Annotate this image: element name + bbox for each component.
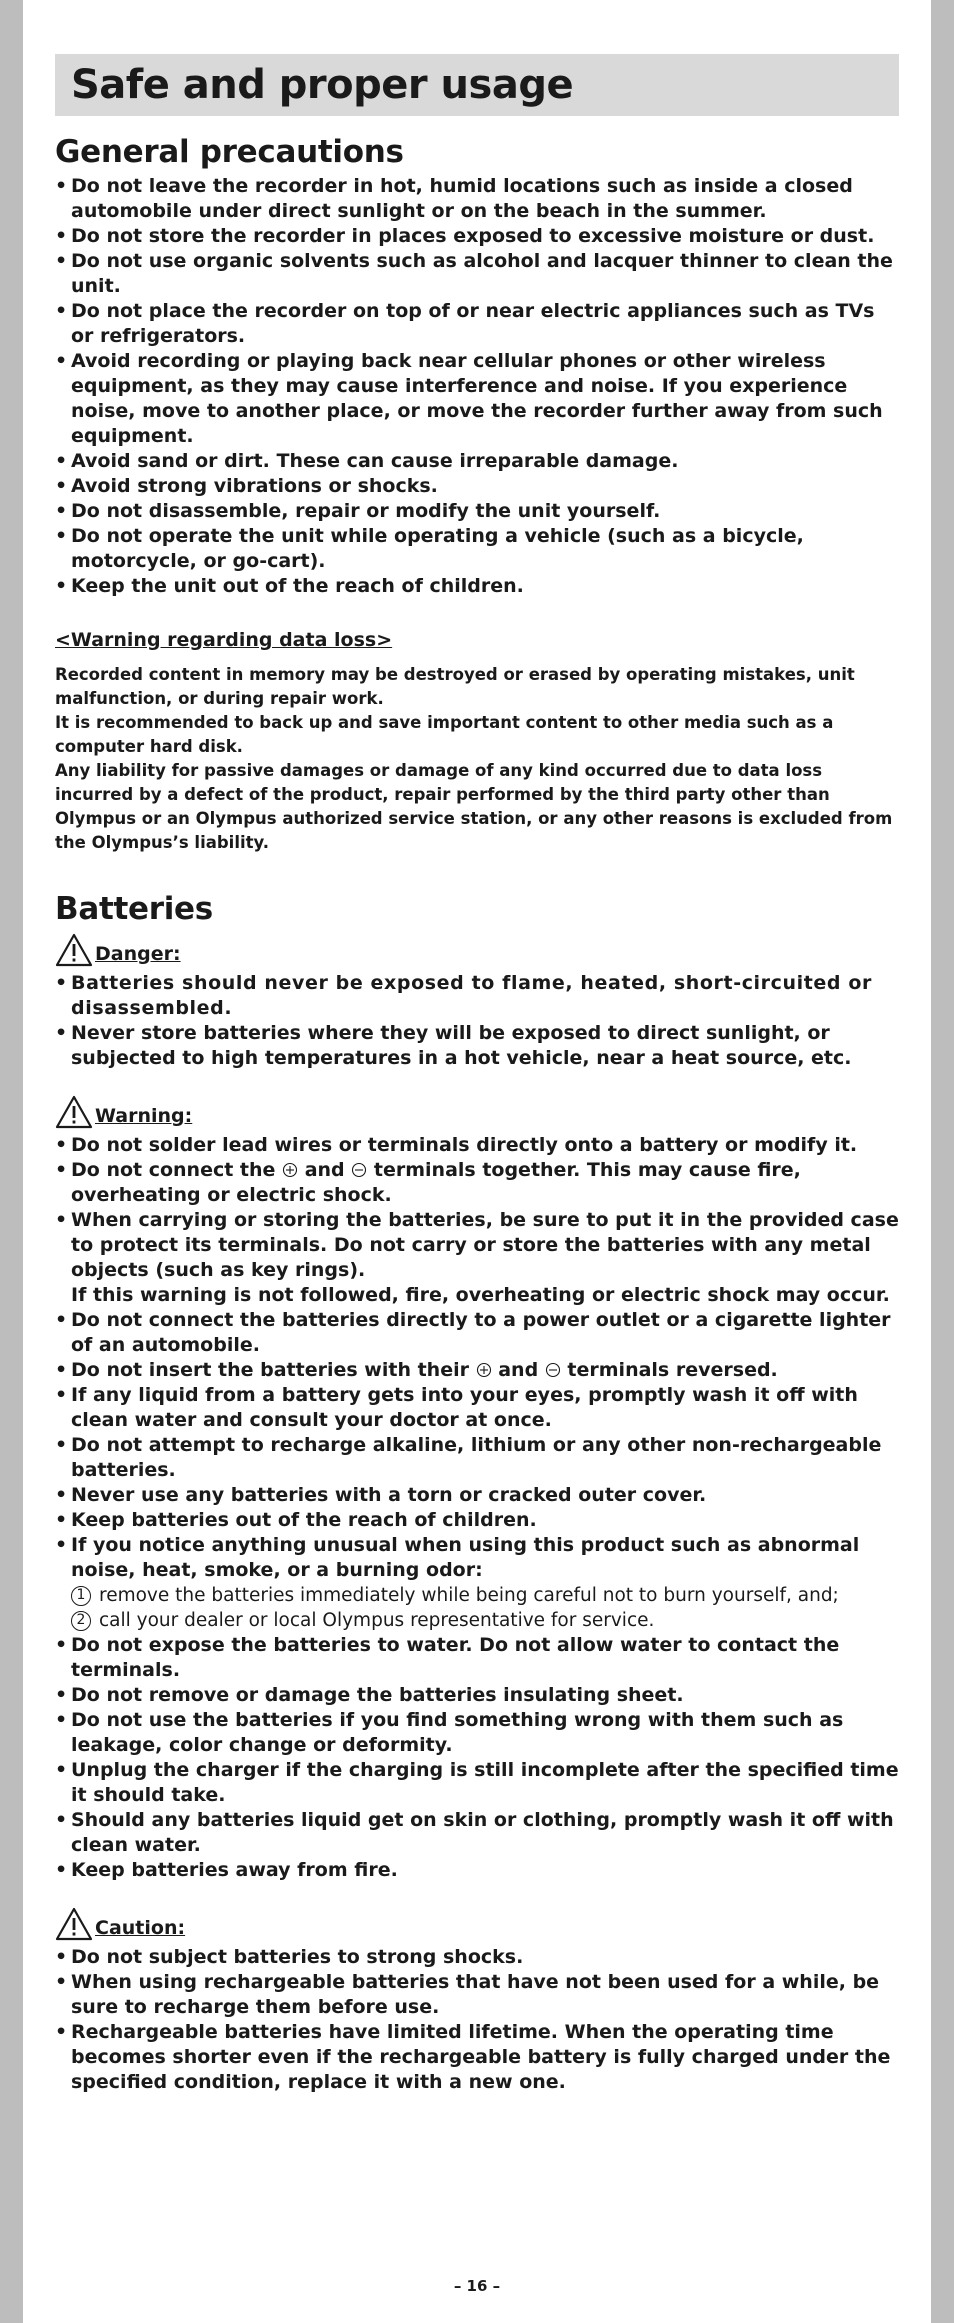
step-number-badge: 2 [71,1611,91,1631]
list-item: • Never use any batteries with a torn or cracked outer cover. [55,1483,899,1508]
list-item: • Should any batteries liquid get on skin or clothing, promptly wash it off with clean water. [55,1808,899,1858]
list-item: • Keep the unit out of the reach of children. [55,574,899,599]
data-loss-section [55,663,899,855]
list-item: • Do not remove or damage the batteries insulating sheet. [55,1683,899,1708]
item-text: Do not insert the batteries with their [71,1359,469,1381]
item-text: and [304,1159,345,1181]
item-continuation: If this warning is not followed, fire, overheating or electric shock may occur. [71,1284,890,1306]
page-number: – 16 – [453,2277,501,2295]
list-item: • Do not use organic solvents such as alcohol and lacquer thinner to clean the unit. [55,249,899,299]
data-loss-paragraph: Any liability for passive damages or damage of any kind occurred due to data loss incurred by a defect of the product, repair performed by the third party other than Olympus or an Olympus authorized service station, or any other reasons is excluded from the Olympus’s liability. [55,761,893,852]
caution-label: Caution: [95,1917,186,1939]
title-bar [55,54,899,116]
sub-step-text: remove the batteries immediately while being careful not to burn yourself, and; [99,1585,839,1606]
plus-terminal-icon [476,1362,492,1378]
list-item: • Batteries should never be exposed to flame, heated, short-circuited or disassembled. [55,971,899,1021]
warning-heading [55,1093,899,1129]
list-item [55,1533,899,1583]
warning-list [55,1133,899,1583]
item-text: and [498,1359,539,1381]
caution-list [55,1945,899,2095]
list-item: • Keep batteries away from fire. [55,1858,899,1883]
item-text: terminals together. This may cause fire, overheating or electric shock. [71,1159,801,1206]
sub-step [55,1608,899,1633]
danger-heading [55,931,899,967]
list-item: • Do not solder lead wires or terminals directly onto a battery or modify it. [55,1133,899,1158]
list-item: • Do not place the recorder on top of or near electric appliances such as TVs or refrigerators. [55,299,899,349]
caution-heading [55,1905,899,1941]
list-item: • Do not attempt to recharge alkaline, lithium or any other non-rechargeable batteries. [55,1433,899,1483]
page-title: Safe and proper usage [71,62,574,108]
list-item: • Do not subject batteries to strong shocks. [55,1945,899,1970]
minus-terminal-icon [545,1362,561,1378]
warning-list-continued [55,1633,899,1883]
list-item [55,1358,899,1383]
plus-terminal-icon [282,1162,298,1178]
list-item: • Do not connect the batteries directly to a power outlet or a cigarette lighter of an automobile. [55,1308,899,1358]
data-loss-paragraph: It is recommended to back up and save important content to other media such as a computer hard disk. [55,713,834,756]
warning-triangle-icon [55,1095,93,1129]
list-item: • Avoid strong vibrations or shocks. [55,474,899,499]
list-item [55,1208,899,1308]
list-item: • Never store batteries where they will be exposed to direct sunlight, or subjected to high temperatures in a hot vehicle, near a heat source, etc. [55,1021,899,1071]
general-precautions-list [55,174,899,599]
warning-triangle-icon [55,933,93,967]
list-item: • Avoid sand or dirt. These can cause irreparable damage. [55,449,899,474]
list-item: • Do not expose the batteries to water. Do not allow water to contact the terminals. [55,1633,899,1683]
item-text: terminals reversed. [567,1359,778,1381]
list-item: • Unplug the charger if the charging is still incomplete after the specified time it should take. [55,1758,899,1808]
list-item: • Do not store the recorder in places exposed to excessive moisture or dust. [55,224,899,249]
list-item: • Do not disassemble, repair or modify the unit yourself. [55,499,899,524]
data-loss-paragraph: Recorded content in memory may be destroyed or erased by operating mistakes, unit malfunction, or during repair work. [55,665,855,708]
minus-terminal-icon [351,1162,367,1178]
data-loss-heading: <Warning regarding data loss> [55,629,393,651]
list-item: • When using rechargeable batteries that have not been used for a while, be sure to recharge them before use. [55,1970,899,2020]
document-page [23,0,931,2323]
list-item: • Rechargeable batteries have limited lifetime. When the operating time becomes shorter even if the rechargeable battery is fully charged under the specified condition, replace it with a new one. [55,2020,899,2095]
list-item: • Keep batteries out of the reach of children. [55,1508,899,1533]
warning-triangle-icon [55,1907,93,1941]
item-text: Do not connect the [71,1159,276,1181]
list-item [55,1158,899,1208]
list-item: • Do not operate the unit while operating a vehicle (such as a bicycle, motorcycle, or go-cart). [55,524,899,574]
danger-list [55,971,899,1071]
step-number-badge: 1 [71,1586,91,1606]
list-item: • Avoid recording or playing back near cellular phones or other wireless equipment, as they may cause interference and noise. If you experience noise, move to another place, or move the recorder further away from such equipment. [55,349,899,449]
sub-step-text: call your dealer or local Olympus representative for service. [99,1610,655,1631]
list-item: • Do not use the batteries if you find something wrong with them such as leakage, color change or deformity. [55,1708,899,1758]
batteries-heading: Batteries [55,891,213,927]
list-item: • If any liquid from a battery gets into your eyes, promptly wash it off with clean water and consult your doctor at once. [55,1383,899,1433]
page-content [55,54,899,2095]
item-text: When carrying or storing the batteries, be sure to put it in the provided case to protect its terminals. Do not carry or store the batteries with any metal objects (such as key rings). [71,1209,899,1281]
warning-label: Warning: [95,1105,193,1127]
sub-step [55,1583,899,1608]
danger-label: Danger: [95,943,181,965]
list-item: • Do not leave the recorder in hot, humid locations such as inside a closed automobile under direct sunlight or on the beach in the summer. [55,174,899,224]
item-text: If you notice anything unusual when using this product such as abnormal noise, heat, smoke, or a burning odor: [71,1534,860,1581]
general-precautions-heading: General precautions [55,134,404,170]
